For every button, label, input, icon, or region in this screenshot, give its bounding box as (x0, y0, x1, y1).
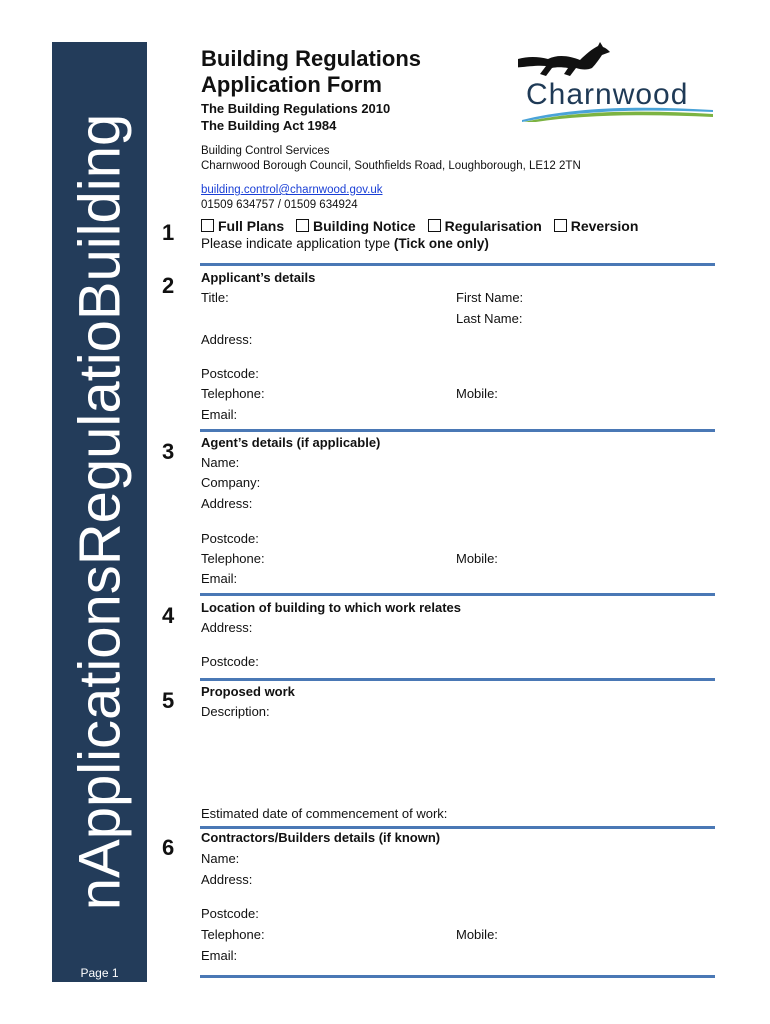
agent-company-field[interactable]: Company: (201, 475, 261, 490)
email-link[interactable]: building.control@charnwood.gov.uk (201, 184, 383, 196)
section-number-3: 3 (162, 439, 175, 464)
work-description-field[interactable]: Description: (201, 704, 270, 719)
applicant-first-name-field[interactable]: First Name: (456, 290, 524, 305)
applicant-last-name-field[interactable]: Last Name: (456, 311, 523, 326)
contractor-address-field[interactable]: Address: (201, 872, 253, 887)
section-number-4: 4 (162, 603, 175, 628)
section-number-1: 1 (162, 220, 175, 245)
applicant-heading: Applicant’s details (201, 270, 316, 285)
agent-telephone-field[interactable]: Telephone: (201, 551, 265, 566)
checkbox-reversion[interactable] (554, 219, 567, 232)
applicant-mobile-field[interactable]: Mobile: (456, 386, 498, 401)
contractor-heading: Contractors/Builders details (if known) (201, 830, 441, 845)
applicant-address-field[interactable]: Address: (201, 332, 253, 347)
application-type-options (201, 218, 646, 234)
agent-name-field[interactable]: Name: (201, 455, 240, 470)
office-details (201, 144, 581, 174)
application-type-instruction: Please indicate application type (Tick one only) (201, 236, 489, 251)
section-divider (200, 826, 715, 829)
option-regularisation[interactable]: Regularisation (428, 218, 546, 234)
office-address: Charnwood Borough Council, Southfields Road, Loughborough, LE12 2TN (201, 160, 581, 172)
applicant-title-field[interactable]: Title: (201, 290, 229, 305)
section-divider (200, 975, 715, 978)
section-divider (200, 593, 715, 596)
subtitle-regs: The Building Regulations 2010 (201, 101, 391, 116)
agent-mobile-field[interactable]: Mobile: (456, 551, 498, 566)
page-number: Page 1 (80, 966, 119, 980)
section-divider (200, 678, 715, 681)
form-title-line2: Application Form (201, 72, 382, 97)
form-title-line1: Building Regulations (201, 46, 421, 71)
phone-numbers: 01509 634757 / 01509 634924 (201, 199, 358, 211)
contractor-email-field[interactable]: Email: (201, 948, 238, 963)
charnwood-logo (518, 40, 713, 122)
location-heading: Location of building to which work relates (201, 600, 462, 615)
applicant-postcode-field[interactable]: Postcode: (201, 366, 259, 381)
subtitle-act: The Building Act 1984 (201, 118, 337, 133)
sidebar-banner (52, 42, 147, 982)
checkbox-full-plans[interactable] (201, 219, 214, 232)
contractor-telephone-field[interactable]: Telephone: (201, 927, 265, 942)
agent-address-field[interactable]: Address: (201, 496, 253, 511)
agent-heading: Agent’s details (if applicable) (201, 435, 381, 450)
option-full-plans[interactable]: Full Plans (201, 218, 288, 234)
applicant-telephone-field[interactable]: Telephone: (201, 386, 265, 401)
commencement-date-field[interactable]: Estimated date of commencement of work: (201, 806, 448, 821)
section-number-6: 6 (162, 835, 175, 860)
section-divider (200, 429, 715, 432)
option-building-notice[interactable]: Building Notice (296, 218, 420, 234)
checkbox-building-notice[interactable] (296, 219, 309, 232)
agent-postcode-field[interactable]: Postcode: (201, 531, 259, 546)
contact-details (201, 183, 383, 213)
agent-email-field[interactable]: Email: (201, 571, 238, 586)
form-subtitle (201, 100, 390, 134)
contractor-name-field[interactable]: Name: (201, 851, 240, 866)
sidebar-vertical-title: nApplicationsRegulatioBuilding (67, 113, 132, 911)
location-postcode-field[interactable]: Postcode: (201, 654, 259, 669)
section-divider (200, 263, 715, 266)
logo-wordmark: Charnwood (526, 78, 689, 111)
location-address-field[interactable]: Address: (201, 620, 253, 635)
proposed-work-heading: Proposed work (201, 684, 295, 699)
section-number-5: 5 (162, 688, 175, 713)
section-number-2: 2 (162, 273, 175, 298)
checkbox-regularisation[interactable] (428, 219, 441, 232)
contractor-mobile-field[interactable]: Mobile: (456, 927, 498, 942)
office-name: Building Control Services (201, 145, 330, 157)
applicant-email-field[interactable]: Email: (201, 407, 238, 422)
form-title (201, 46, 421, 98)
option-reversion[interactable]: Reversion (554, 218, 643, 234)
contractor-postcode-field[interactable]: Postcode: (201, 906, 259, 921)
